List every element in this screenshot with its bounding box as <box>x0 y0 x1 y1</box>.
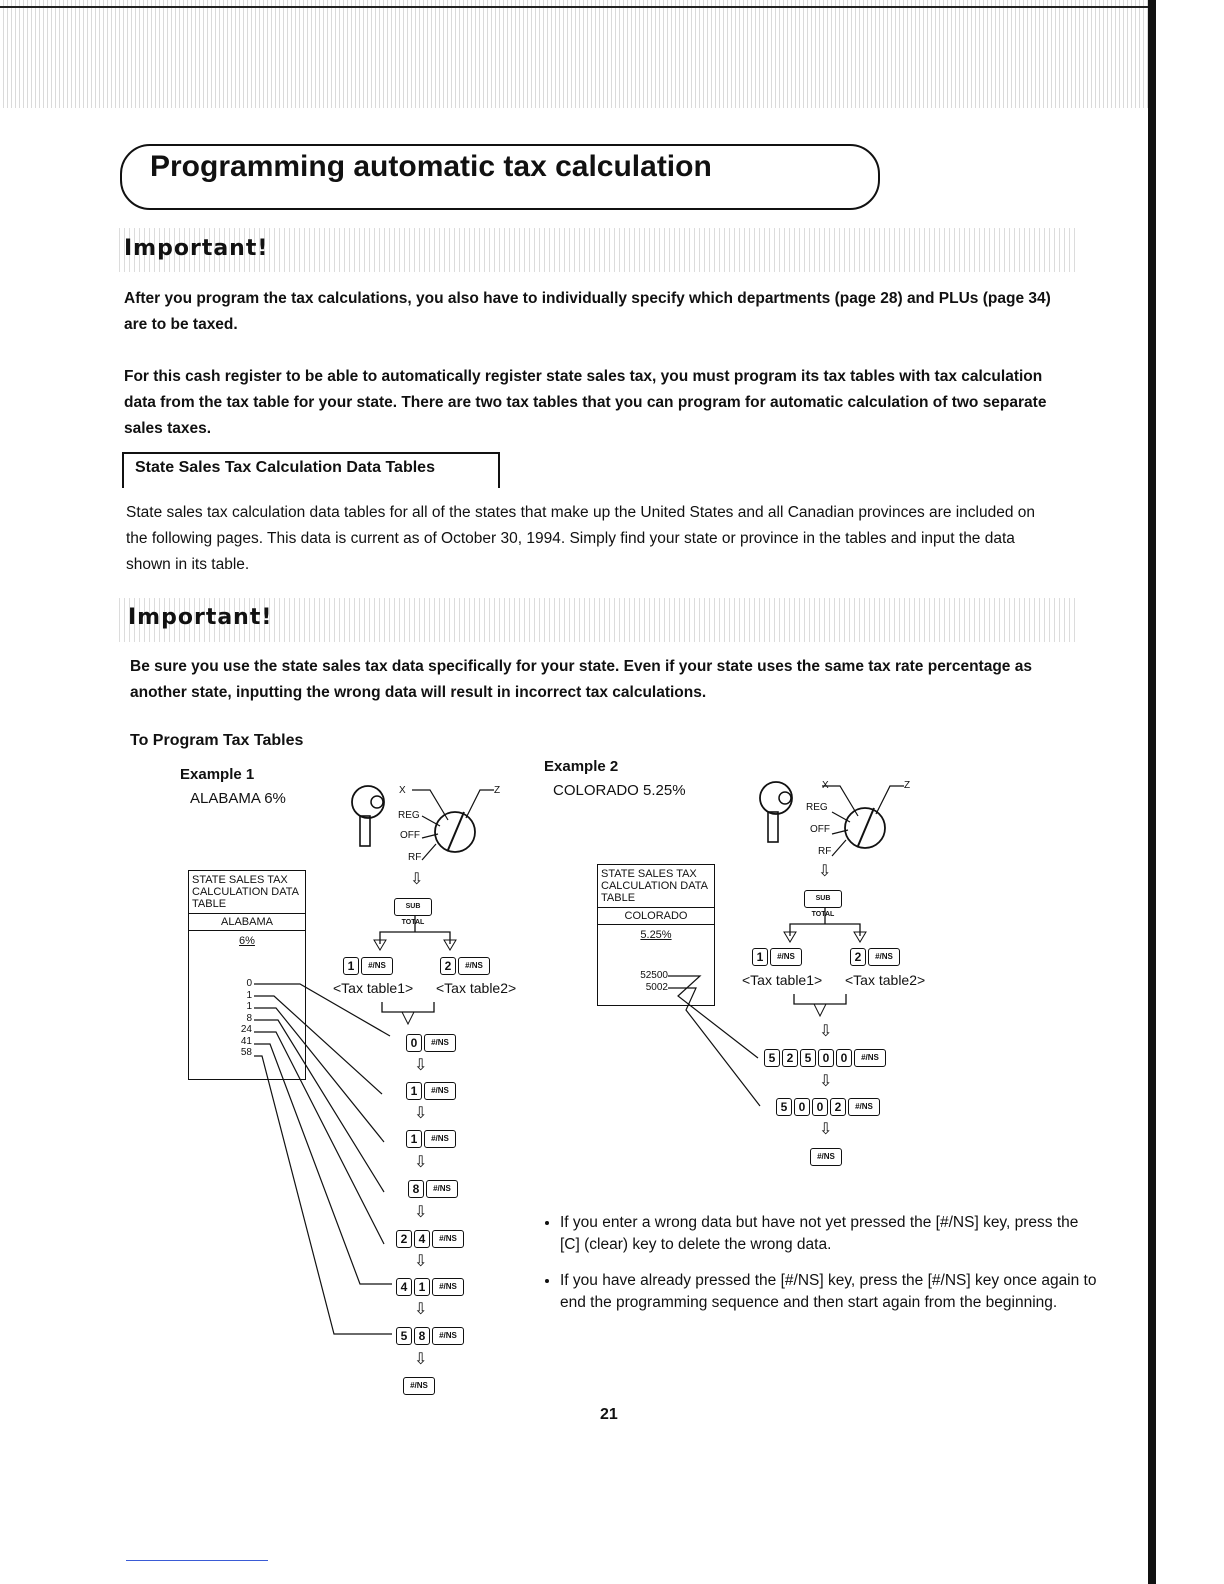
mode-reg: REG <box>398 810 420 821</box>
merge-arrow-icon <box>378 1000 438 1026</box>
header-pattern <box>0 0 1150 108</box>
down-arrow-icon: ⇩ <box>414 1154 428 1171</box>
register-key: 2 <box>440 957 456 975</box>
example2-state: COLORADO 5.25% <box>553 782 686 799</box>
mode-x: X <box>822 780 829 791</box>
value-4: 24 <box>240 1024 252 1035</box>
merge-arrow-icon <box>790 992 850 1018</box>
down-arrow-icon: ⇩ <box>819 1023 833 1040</box>
tax-table1-label: <Tax table1> <box>742 972 823 988</box>
page-number: 21 <box>600 1406 618 1423</box>
important-heading-1: Important! <box>124 236 269 261</box>
value-52500: 52500 <box>640 970 668 981</box>
down-arrow-icon: ⇩ <box>818 863 832 880</box>
note-item: • If you have already pressed the [#/NS] key, press the [#/NS] key once again to end the programming sequence and then start again from the beginning. <box>560 1270 1100 1314</box>
mode-rf: RF <box>408 852 422 863</box>
register-key: #/NS <box>361 957 393 975</box>
key-step-0 <box>406 1034 458 1052</box>
example2-title: Example 2 <box>544 758 619 775</box>
register-key: SUB TOTAL <box>804 890 842 908</box>
paragraph-warning: Be sure you use the state sales tax data specifically for your state. Even if your state uses the same tax rate percentage as another state, inputting the wrong data will result in incorrect tax calculations. <box>130 658 1032 701</box>
register-key: 2 <box>830 1098 846 1116</box>
tax-table1-keys <box>752 948 804 966</box>
value-0: 0 <box>246 978 252 989</box>
example1-title: Example 1 <box>180 766 255 783</box>
key-icon <box>760 782 792 842</box>
mode-x: X <box>399 785 406 796</box>
value-5002: 5002 <box>645 982 668 993</box>
register-key: 1 <box>343 957 359 975</box>
mode-dial-icon <box>822 786 904 856</box>
mode-dial-icon <box>412 790 494 860</box>
register-key: #/NS <box>848 1098 880 1116</box>
down-arrow-icon: ⇩ <box>819 1073 833 1090</box>
value-1: 1 <box>246 989 252 1001</box>
mode-off: OFF <box>400 830 420 841</box>
register-key: #/NS <box>403 1377 435 1395</box>
register-key: 4 <box>396 1278 412 1296</box>
key-step-5002 <box>776 1098 882 1116</box>
register-key: #/NS <box>458 957 490 975</box>
mode-rf: RF <box>818 846 832 857</box>
register-key: #/NS <box>426 1180 458 1198</box>
paragraph-tax-departments: After you program the tax calculations, you also have to individually specify which departments (page 28) and PLUs (page 34) are to be taxed. <box>124 290 1051 333</box>
register-key: 5 <box>800 1049 816 1067</box>
register-key: 2 <box>396 1230 412 1248</box>
register-key: 0 <box>818 1049 834 1067</box>
register-key: #/NS <box>854 1049 886 1067</box>
key-step-5 <box>396 1278 466 1296</box>
register-key: 4 <box>414 1230 430 1248</box>
register-key: #/NS <box>424 1130 456 1148</box>
down-arrow-icon: ⇩ <box>414 1057 428 1074</box>
value-6: 58 <box>240 1047 252 1058</box>
down-arrow-icon: ⇩ <box>414 1301 428 1318</box>
table-header: STATE SALES TAX CALCULATION DATA TABLE <box>598 865 714 908</box>
table-rate: 5.25% <box>640 929 672 941</box>
register-key: 1 <box>406 1130 422 1148</box>
register-key: 2 <box>782 1049 798 1067</box>
register-key: 8 <box>408 1180 424 1198</box>
register-key: 5 <box>396 1327 412 1345</box>
register-key: 1 <box>406 1082 422 1100</box>
key-step-final <box>810 1148 844 1166</box>
register-key: #/NS <box>868 948 900 966</box>
page-title: Programming automatic tax calculation <box>150 150 712 183</box>
table-rate: 6% <box>239 935 255 947</box>
register-key: 1 <box>752 948 768 966</box>
tax-table1-keys <box>343 957 395 975</box>
register-key: #/NS <box>810 1148 842 1166</box>
key-step-2 <box>406 1130 458 1148</box>
tax-table2-keys <box>440 957 492 975</box>
mode-reg: REG <box>806 802 828 813</box>
register-key: 5 <box>764 1049 780 1067</box>
key-step-4 <box>396 1230 466 1248</box>
key-step-final <box>403 1377 437 1395</box>
down-arrow-icon: ⇩ <box>414 1105 428 1122</box>
register-key: #/NS <box>432 1230 464 1248</box>
tax-table2-label: <Tax table2> <box>436 980 517 996</box>
tax-table2-keys <box>850 948 902 966</box>
table-header: STATE SALES TAX CALCULATION DATA TABLE <box>189 871 305 914</box>
table-values <box>632 970 668 994</box>
value-3: 8 <box>246 1012 252 1024</box>
mode-z: Z <box>904 780 911 791</box>
header-rule <box>0 6 1150 8</box>
down-arrow-icon: ⇩ <box>410 871 424 888</box>
register-key: #/NS <box>432 1278 464 1296</box>
register-key: #/NS <box>770 948 802 966</box>
branch-arrow-icon <box>370 914 460 952</box>
register-key: 5 <box>776 1098 792 1116</box>
register-key: 8 <box>414 1327 430 1345</box>
register-key: #/NS <box>424 1082 456 1100</box>
tax-table2-label: <Tax table2> <box>845 972 926 988</box>
notes-list <box>540 1212 1100 1328</box>
value-5: 41 <box>240 1035 252 1047</box>
key-step-6 <box>396 1327 466 1345</box>
key-icon <box>352 786 384 846</box>
key-step-3 <box>408 1180 460 1198</box>
register-key: 2 <box>850 948 866 966</box>
connector-lines <box>250 980 400 1350</box>
down-arrow-icon: ⇩ <box>414 1351 428 1368</box>
to-program-heading: To Program Tax Tables <box>130 732 304 749</box>
table-state: ALABAMA <box>189 914 305 931</box>
branch-arrow-icon <box>780 906 870 944</box>
register-key: #/NS <box>424 1034 456 1052</box>
table-state: COLORADO <box>598 908 714 925</box>
example1-state: ALABAMA 6% <box>190 790 286 807</box>
down-arrow-icon: ⇩ <box>414 1204 428 1221</box>
note-item: • If you enter a wrong data but have not yet pressed the [#/NS] key, press the [C] (clear) key to delete the wrong data. <box>560 1212 1100 1256</box>
register-key: SUB TOTAL <box>394 898 432 916</box>
section-title: State Sales Tax Calculation Data Tables <box>135 459 435 476</box>
value-2: 1 <box>246 1001 252 1012</box>
paragraph-tax-tables: For this cash register to be able to automatically register state sales tax, you must program its tax tables with tax calculation data from the tax table for your state. There are two tax tables that you can program for automatic calculation of two separate sales taxes. <box>124 368 1047 437</box>
down-arrow-icon: ⇩ <box>414 1253 428 1270</box>
mode-z: Z <box>494 785 501 796</box>
register-key: 0 <box>794 1098 810 1116</box>
register-key: 0 <box>812 1098 828 1116</box>
footer-rule <box>126 1560 268 1561</box>
connector-lines <box>666 970 776 1110</box>
key-step-52500 <box>764 1049 888 1067</box>
register-key: 1 <box>414 1278 430 1296</box>
page-margin <box>1150 0 1224 1584</box>
mode-off: OFF <box>810 824 830 835</box>
down-arrow-icon: ⇩ <box>819 1121 833 1138</box>
register-key: 0 <box>836 1049 852 1067</box>
binding-edge <box>1148 0 1156 1584</box>
paragraph-data-tables: State sales tax calculation data tables for all of the states that make up the United States and all Canadian provinces are included on the following pages. This data is current as of October 30, 1994. Simply find your state or province in the tables and input the data shown in its table. <box>126 504 1036 573</box>
register-key: #/NS <box>432 1327 464 1345</box>
tax-table1-label: <Tax table1> <box>333 980 414 996</box>
key-step-1 <box>406 1082 458 1100</box>
register-key: 0 <box>406 1034 422 1052</box>
table-values <box>232 978 252 1059</box>
important-heading-2: Important! <box>128 605 273 630</box>
